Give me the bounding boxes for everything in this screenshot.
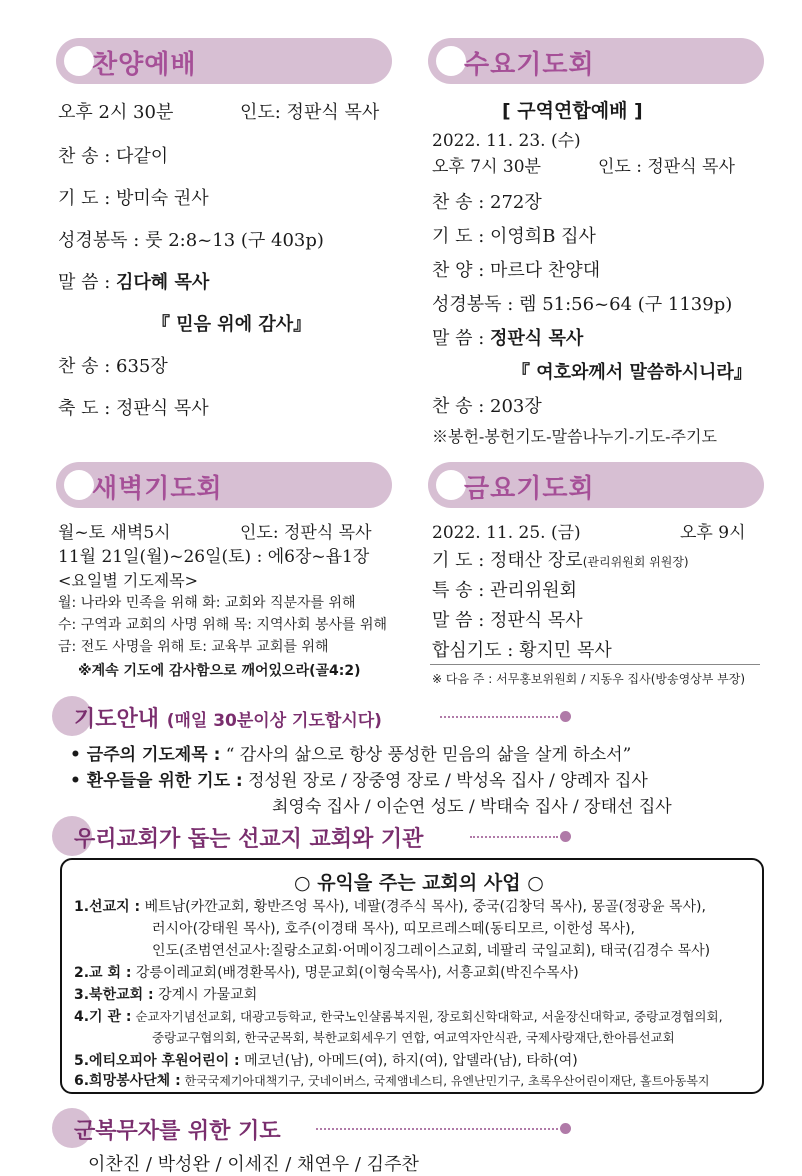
friday-divider: [430, 664, 760, 665]
friday-special: 특 송 : 관리위원회: [432, 580, 577, 601]
missions-line-1: 1.선교지 : 베트남(카깐교회, 황반즈엉 목사), 네팔(경주식 목사), 중국(김창덕 목사), 몽골(정광윤 목사),: [74, 899, 706, 915]
wednesday-title: 수요기도회: [464, 50, 595, 80]
missions-line-7: 중랑교구협의회, 한국군목회, 북한교회세우기 연합, 여교역자안식관, 국제사랑재단,한아름선교회: [152, 1030, 675, 1045]
sunday-sermon: 말 씀 : 김다혜 목사: [58, 272, 210, 293]
missions-line-2: 러시아(강태원 목사), 호주(이경태 목사), 띠모르레스떼(동티모르, 이한성 목사),: [152, 921, 635, 937]
dawn-title: 새벽기도회: [92, 474, 223, 504]
dawn-topic-1: 월: 나라와 민족을 위해 화: 교회와 직분자를 위해: [58, 595, 356, 611]
sunday-reading: 성경봉독 : 룻 2:8~13 (구 403p): [58, 230, 324, 251]
wednesday-subtitle: [ 구역연합예배 ]: [502, 100, 643, 122]
wednesday-time: 오후 7시 30분: [432, 157, 541, 177]
missions-dot-end: [560, 831, 571, 842]
dawn-schedule: 월~토 새벽5시: [58, 523, 171, 543]
missions-dots: [470, 836, 558, 838]
wednesday-sermon-title: 『 여호와께서 말씀하시니라』: [512, 362, 752, 383]
friday-sermon: 말 씀 : 정판식 목사: [432, 610, 583, 631]
prayer-guide-heading: 기도안내 (매일 30분이상 기도합시다): [74, 707, 382, 732]
dawn-range: 11월 21일(월)~26일(토) : 에6장~욥1장: [58, 547, 370, 567]
friday-time: 오후 9시: [680, 523, 746, 543]
friday-title-pill: [428, 462, 764, 508]
dawn-topic-2: 수: 구역과 교회의 사명 위해 목: 지역사회 봉사를 위해: [58, 617, 388, 633]
sunday-leader: 인도: 정판식 목사: [240, 102, 380, 123]
prayer-week: • 금주의 기도제목 : “ 감사의 삶으로 항상 풍성한 믿음의 삶을 살게 하소서”: [70, 745, 632, 765]
wednesday-hymn1: 찬 송 : 272장: [432, 192, 542, 213]
dawn-topics-head: <요일별 기도제목>: [58, 571, 199, 590]
missions-line-3: 인도(조범연선교사:질랑소교회·어메이징그레이스교회, 네팔리 국일교회), 태국(김경수 목사): [152, 943, 711, 959]
wednesday-note: ※봉헌-봉헌기도-말씀나누기-기도-주기도: [432, 427, 717, 446]
prayer-guide-dots: [440, 716, 558, 718]
missions-line-9: 6.희망봉사단체 : 한국국제기아대책기구, 굿네이버스, 국제앰네스티, 유엔난민기구, 초록우산어린이재단, 홀트아동복지: [74, 1073, 710, 1089]
missions-heading: 우리교회가 돕는 선교지 교회와 기관: [74, 827, 424, 852]
sunday-time: 오후 2시 30분: [58, 102, 174, 123]
military-heading: 군복무자를 위한 기도: [74, 1119, 281, 1144]
prayer-guide-dot-end: [560, 711, 571, 722]
dawn-verse: ※계속 기도에 감사함으로 깨어있으라(골4:2): [78, 663, 361, 679]
missions-line-4: 2.교 회 : 강릉이레교회(배경환목사), 명문교회(이형숙목사), 서흥교회(박진수목사): [74, 965, 579, 981]
wednesday-leader: 인도 : 정판식 목사: [598, 157, 735, 177]
friday-date: 2022. 11. 25. (금): [432, 523, 581, 543]
friday-prayer: 기 도 : 정태산 장로(관리위원회 위원장): [432, 550, 689, 571]
sunday-prayer: 기 도 : 방미숙 권사: [58, 188, 209, 209]
prayer-sick-line2: 최영숙 집사 / 이순연 성도 / 박태숙 집사 / 장태선 집사: [272, 797, 672, 817]
dawn-title-pill: [56, 462, 392, 508]
prayer-sick: • 환우들을 위한 기도 : 정성원 장로 / 장중영 장로 / 박성옥 집사 / 양례자 집사: [70, 771, 648, 791]
wednesday-hymn2: 찬 송 : 203장: [432, 396, 542, 417]
wednesday-prayer: 기 도 : 이영희B 집사: [432, 226, 596, 247]
friday-next: ※ 다음 주 : 서무홍보위원회 / 지동우 집사(방송영상부 부장): [432, 672, 746, 686]
wednesday-title-pill: [428, 38, 764, 84]
dawn-leader: 인도: 정판식 목사: [240, 523, 372, 543]
sunday-hymn1: 찬 송 : 다같이: [58, 146, 169, 167]
missions-box-title: ○ 유익을 주는 교회의 사업 ○: [294, 872, 544, 894]
friday-joint: 합심기도 : 황지민 목사: [432, 640, 612, 661]
sunday-title: 찬양예배: [92, 50, 197, 80]
wednesday-praise: 찬 양 : 마르다 찬양대: [432, 260, 601, 281]
missions-line-6: 4.기 관 : 순교자기념선교회, 대광고등학교, 한국노인샬롬복지원, 장로회신학대학교, 서울장신대학교, 중랑교경협의회,: [74, 1009, 723, 1025]
sunday-title-pill: [56, 38, 392, 84]
military-dot-end: [560, 1123, 571, 1134]
dawn-topic-3: 금: 전도 사명을 위해 토: 교육부 교회를 위해: [58, 639, 329, 655]
wednesday-sermon: 말 씀 : 정판식 목사: [432, 328, 584, 349]
military-names: 이찬진 / 박성완 / 이세진 / 채연우 / 김주찬: [88, 1154, 419, 1175]
military-dots: [316, 1128, 558, 1130]
sunday-sermon-title: 『 믿음 위에 감사』: [152, 314, 312, 335]
missions-line-8: 5.에티오피아 후원어린이 : 메코넌(남), 아메드(여), 하지(여), 압델라(남), 타하(여): [74, 1053, 578, 1069]
sunday-hymn2: 찬 송 : 635장: [58, 356, 168, 377]
wednesday-reading: 성경봉독 : 렘 51:56~64 (구 1139p): [432, 294, 733, 315]
friday-title: 금요기도회: [464, 474, 595, 504]
sunday-blessing: 축 도 : 정판식 목사: [58, 398, 209, 419]
missions-line-5: 3.북한교회 : 강계시 가물교회: [74, 987, 258, 1003]
wednesday-date: 2022. 11. 23. (수): [432, 131, 581, 151]
